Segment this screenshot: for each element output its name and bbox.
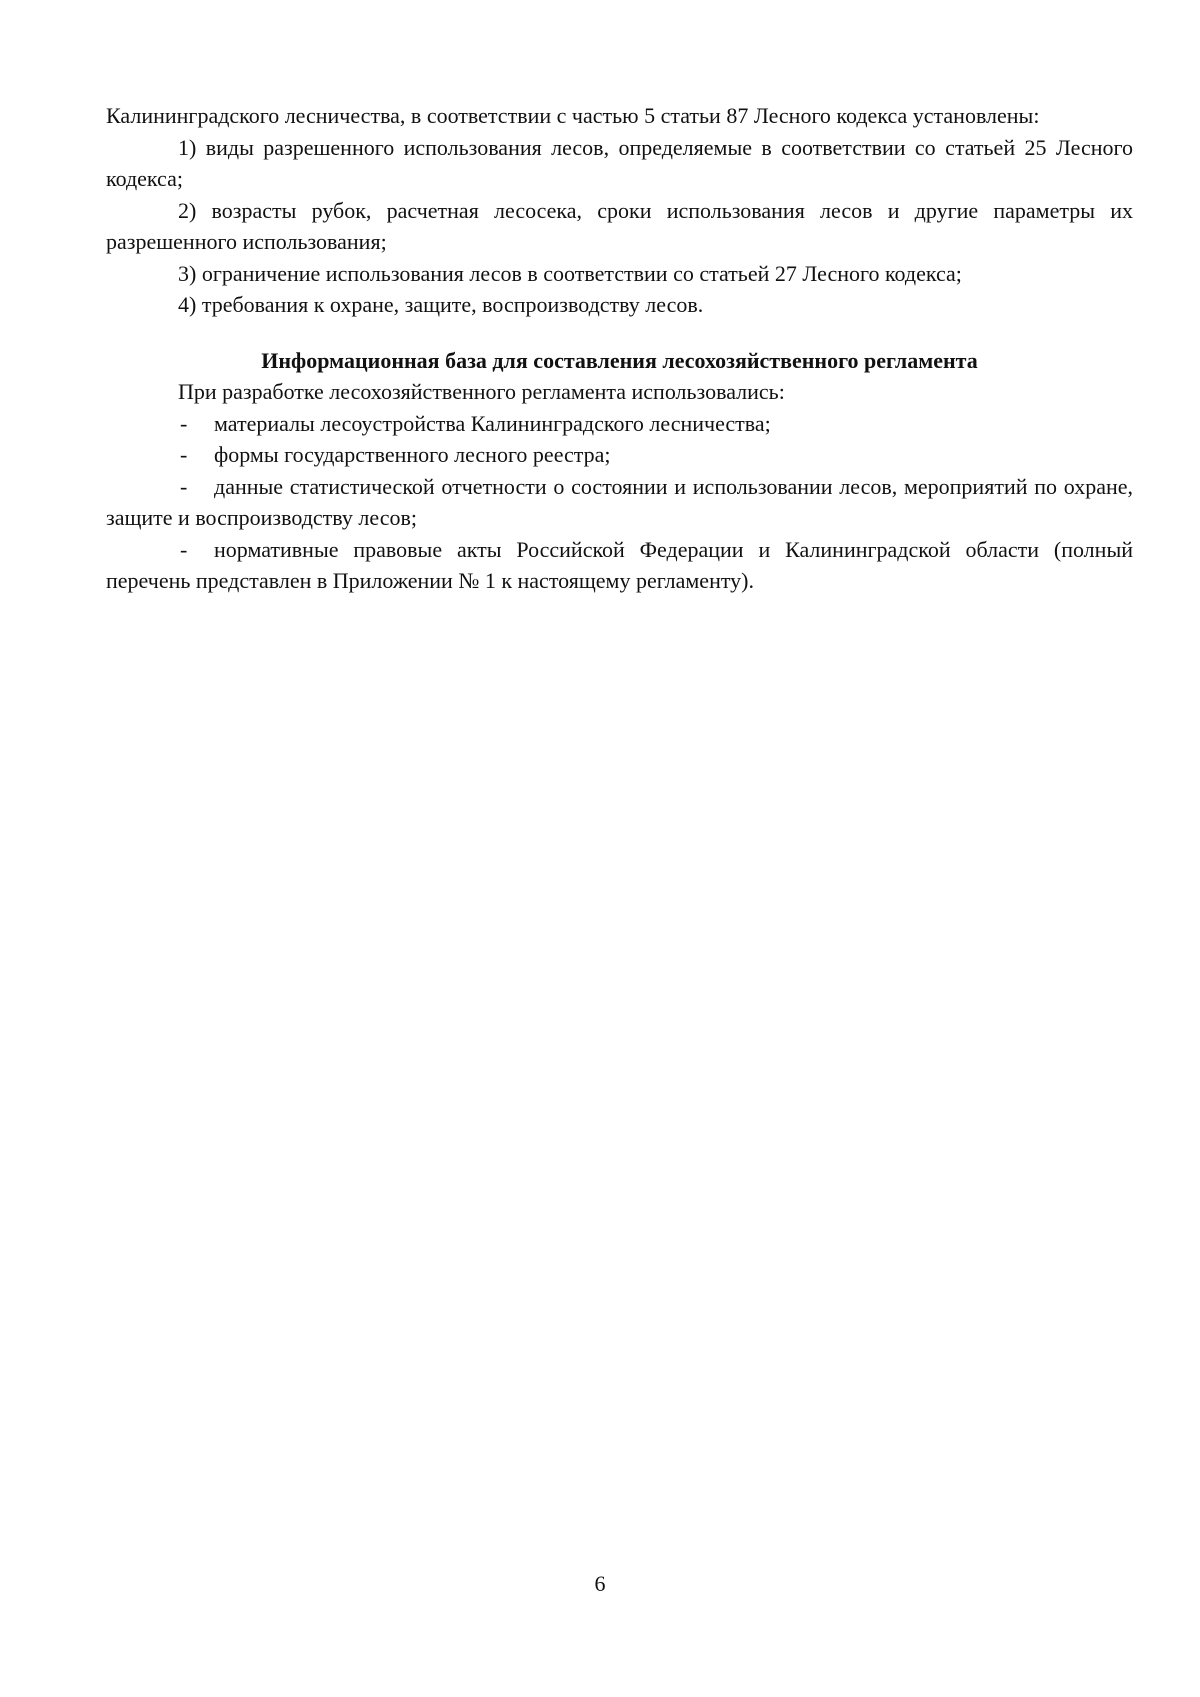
list-item: 4) требования к охране, защите, воспроизводству лесов.: [178, 292, 704, 317]
document-page: [106, 100, 1133, 597]
page-number: 6: [594, 1571, 606, 1596]
bullet-dash: -: [180, 473, 188, 499]
bullet-item: [106, 534, 1133, 597]
bullet-dash: -: [180, 442, 188, 467]
bullet-item: [106, 439, 1133, 471]
section-heading: Информационная база для составления лесохозяйственного регламента: [261, 347, 978, 373]
bullet-item: [106, 471, 1133, 534]
bullet-dash: -: [180, 410, 188, 436]
bullet-text: материалы лесоустройства Калининградского лесничества;: [214, 410, 771, 436]
list-item: 1) виды разрешенного использования лесов, определяемые в соответствии со статьей 25 Лесного кодекса;: [106, 134, 1133, 191]
bullet-text: нормативные правовые акты Российской Федерации и Калининградской области (полный перечень представлен в Приложении № 1 к настоящему регламенту).: [106, 536, 1133, 593]
bullet-item: [106, 408, 1133, 440]
bullet-text: данные статистической отчетности о состоянии и использовании лесов, мероприятий по охране, защите и воспроизводству лесов;: [106, 473, 1133, 530]
bullet-text: формы государственного лесного реестра;: [214, 442, 611, 467]
section-gap: [106, 321, 1133, 345]
bullet-dash: -: [180, 536, 188, 562]
section-intro: При разработке лесохозяйственного регламента использовались:: [178, 379, 785, 404]
list-item: 3) ограничение использования лесов в соответствии со статьей 27 Лесного кодекса;: [178, 260, 962, 286]
list-item: 2) возрасты рубок, расчетная лесосека, сроки использования лесов и другие параметры их разрешенного использования;: [106, 197, 1133, 254]
intro-paragraph: Калининградского лесничества, в соответствии с частью 5 статьи 87 Лесного кодекса установлены:: [106, 103, 1040, 128]
